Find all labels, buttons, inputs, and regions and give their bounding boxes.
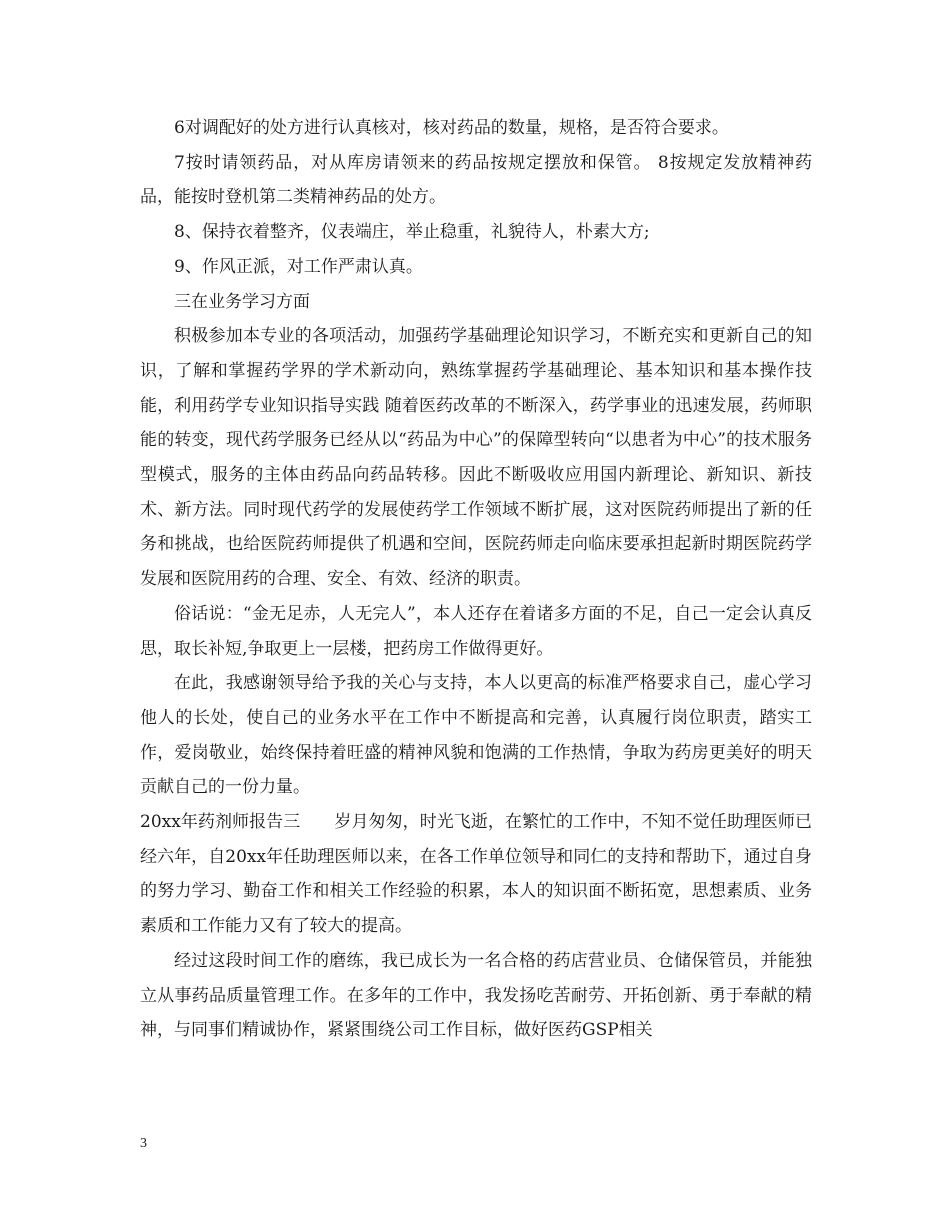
paragraph-1: 6对调配好的处方进行认真核对，核对药品的数量，规格，是否符合要求。 <box>174 118 729 138</box>
paragraph-2: 7按时请领药品，对从库房请领来的药品按规定摆放和保管。 8按规定发放精神药品，能按时登机第二类精神药品的处方。 <box>140 152 812 208</box>
paragraph-4: 9、作风正派，对工作严肃认真。 <box>174 256 423 277</box>
paragraph-8: 在此，我感谢领导给予我的关心与支持，本人以更高的标准严格要求自己，虚心学习他人的长处，使自己的业务水平在工作中不断提高和完善，认真履行岗位职责，踏实工作，爱岗敬业，始终保持着旺盛的精神风貌和饱满的工作热情，争取为药房更美好的明天贡献自己的一份力量。 <box>140 673 812 798</box>
paragraph-6: 积极参加本专业的各项活动，加强药学基础理论知识学习，不断充实和更新自己的知识，了解和掌握药学界的学术新动向，熟练掌握药学基础理论、基本知识和基本操作技能，利用药学专业知识指导实践 随着医药改革的不断深入，药学事业的迅速发展，药师职能的转变，现代药学服务已经从以“药品为中心”的保障型转向“以患者为中心”的技术服务型模式，服务的主体由药品向药品转移。因此不断吸收应用国内新理论、新知识、新技术、新方法。同时现代药学的发展使药学工作领域不断扩展，这对医院药师提出了新的任务和挑战，也给医院药师提供了机遇和空间，医院药师走向临床要承担起新时期医院药学发展和医院用药的合理、安全、有效、经济的职责。 <box>140 326 812 590</box>
section-heading: 三在业务学习方面 <box>174 291 310 312</box>
paragraph-10: 经过这段时间工作的磨练，我已成长为一名合格的药店营业员、仓储保管员，并能独立从事药品质量管理工作。在多年的工作中，我发扬吃苦耐劳、开拓创新、勇于奉献的精神，与同事们精诚协作，紧紧围绕公司工作目标，做好医药GSP相关 <box>140 950 812 1041</box>
paragraph-3: 8、保持衣着整齐，仪表端庄，举止稳重，礼貌待人，朴素大方; <box>174 222 650 243</box>
paragraph-9: 20xx年药剂师报告三 岁月匆匆，时光飞逝，在繁忙的工作中，不知不觉任助理医师已经六年，自20xx年任助理医师以来，在各工作单位领导和同仁的支持和帮助下，通过自身的努力学习、勤奋工作和相关工作经验的积累，本人的知识面不断拓宽，思想素质、业务素质和工作能力又有了较大的提高。 <box>140 812 812 937</box>
page-number: 3 <box>140 1136 147 1151</box>
paragraph-7: 俗话说：“金无足赤，人无完人”，本人还存在着诸多方面的不足，自己一定会认真反思，取长补短,争取更上一层楼，把药房工作做得更好。 <box>140 603 812 659</box>
document-body <box>140 111 812 1048</box>
